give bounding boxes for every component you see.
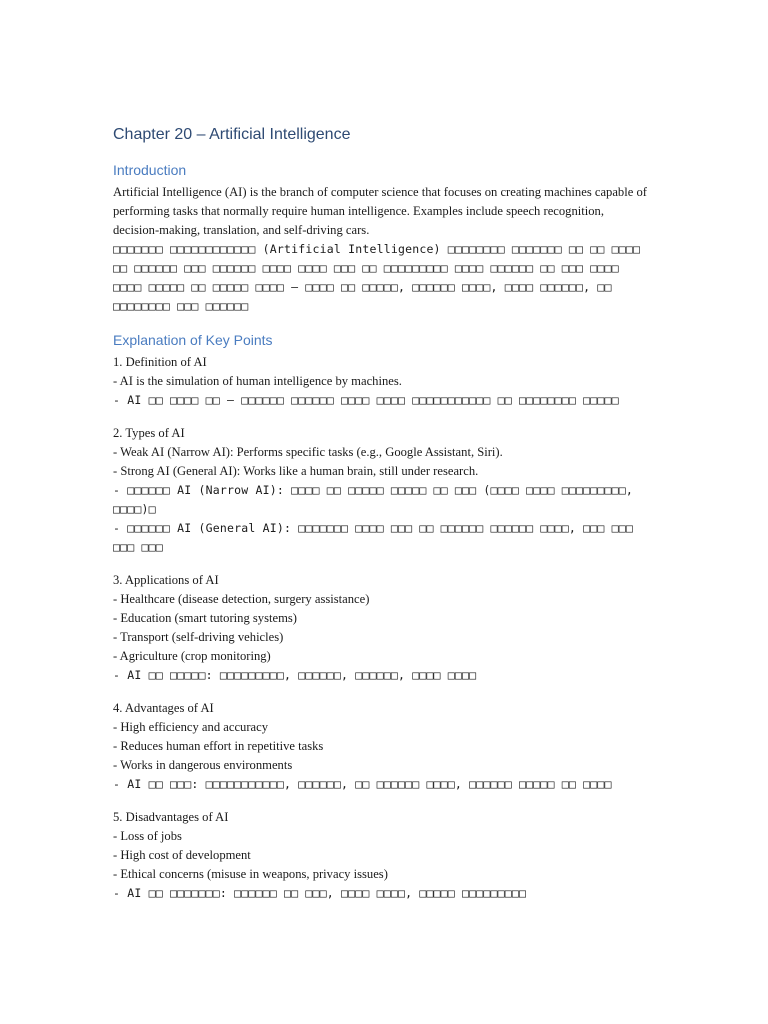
key-point-line: - AI is the simulation of human intelligence by machines.: [113, 374, 402, 388]
key-point-line-hindi: - AI □□ □□□: □□□□□□□□□□□, □□□□□□, □□ □□□□□□ □□□□, □□□□□□ □□□□□ □□ □□□□: [113, 777, 612, 791]
key-point-line: - Education (smart tutoring systems): [113, 611, 297, 625]
key-point-4: [113, 699, 653, 794]
key-point-line: - Ethical concerns (misuse in weapons, privacy issues): [113, 867, 388, 881]
key-point-line-hindi: - □□□□□□ AI (Narrow AI): □□□□ □□ □□□□□ □□□□□ □□ □□□ (□□□□ □□□□ □□□□□□□□□, □□□□)□: [113, 483, 634, 516]
key-point-title: 1. Definition of AI: [113, 355, 207, 369]
key-point-line: - High cost of development: [113, 848, 251, 862]
chapter-title: Chapter 20 – Artificial Intelligence: [113, 126, 351, 143]
introduction-text-english: Artificial Intelligence (AI) is the branch of computer science that focuses on creating machines capable of performing tasks that normally require human intelligence. Examples include speech recognition, decision-making, translation, and self-driving cars.: [113, 185, 647, 237]
key-point-line: - Healthcare (disease detection, surgery assistance): [113, 592, 370, 606]
key-point-3: [113, 571, 653, 685]
key-point-2: [113, 424, 653, 557]
introduction-heading: Introduction: [113, 162, 187, 178]
key-point-line: - Transport (self-driving vehicles): [113, 630, 284, 644]
key-point-line: - Reduces human effort in repetitive tasks: [113, 739, 324, 753]
key-point-line: - Agriculture (crop monitoring): [113, 649, 271, 663]
document-page: [113, 124, 653, 917]
introduction-section: [113, 160, 653, 316]
key-point-title: 4. Advantages of AI: [113, 701, 214, 715]
key-point-title: 5. Disadvantages of AI: [113, 810, 229, 824]
key-point-line: - Strong AI (General AI): Works like a human brain, still under research.: [113, 464, 479, 478]
key-point-line: - Weak AI (Narrow AI): Performs specific tasks (e.g., Google Assistant, Siri).: [113, 445, 503, 459]
key-point-title: 3. Applications of AI: [113, 573, 219, 587]
introduction-text-hindi: □□□□□□□ □□□□□□□□□□□□ (Artificial Intelligence) □□□□□□□□ □□□□□□□ □□ □□ □□□□ □□ □□□□□□ □□□ □□□□□□ □□□□ □□□□ □□□ □□ □□□□□□□□□ □□□□ □□□□□□ □□ □□□ □□□□ □□□□ □□□□□ □□ □□□□□ □□□□ – □□□□ □□ □□□□□, □□□□□□ □□□□, □□□□ □□□□□□, □□ □□□□□□□□ □□□ □□□□□□: [113, 242, 641, 313]
key-point-line: - Works in dangerous environments: [113, 758, 293, 772]
key-point-line-hindi: - AI □□ □□□□□: □□□□□□□□□, □□□□□□, □□□□□□, □□□□ □□□□: [113, 668, 477, 682]
key-point-title: 2. Types of AI: [113, 426, 185, 440]
key-point-5: [113, 808, 653, 903]
key-points-section: [113, 330, 653, 903]
key-point-line-hindi: - AI □□ □□□□ □□ – □□□□□□ □□□□□□ □□□□ □□□□ □□□□□□□□□□□ □□ □□□□□□□□ □□□□□: [113, 393, 619, 407]
key-point-line: - Loss of jobs: [113, 829, 182, 843]
key-points-heading: Explanation of Key Points: [113, 332, 273, 348]
key-points-list: [113, 353, 653, 903]
key-point-line: - High efficiency and accuracy: [113, 720, 269, 734]
key-point-line-hindi: - □□□□□□ AI (General AI): □□□□□□□ □□□□ □□□ □□ □□□□□□ □□□□□□ □□□□, □□□ □□□ □□□ □□□: [113, 521, 634, 554]
key-point-1: [113, 353, 653, 410]
key-point-line-hindi: - AI □□ □□□□□□□: □□□□□□ □□ □□□, □□□□ □□□□, □□□□□ □□□□□□□□□: [113, 886, 527, 900]
